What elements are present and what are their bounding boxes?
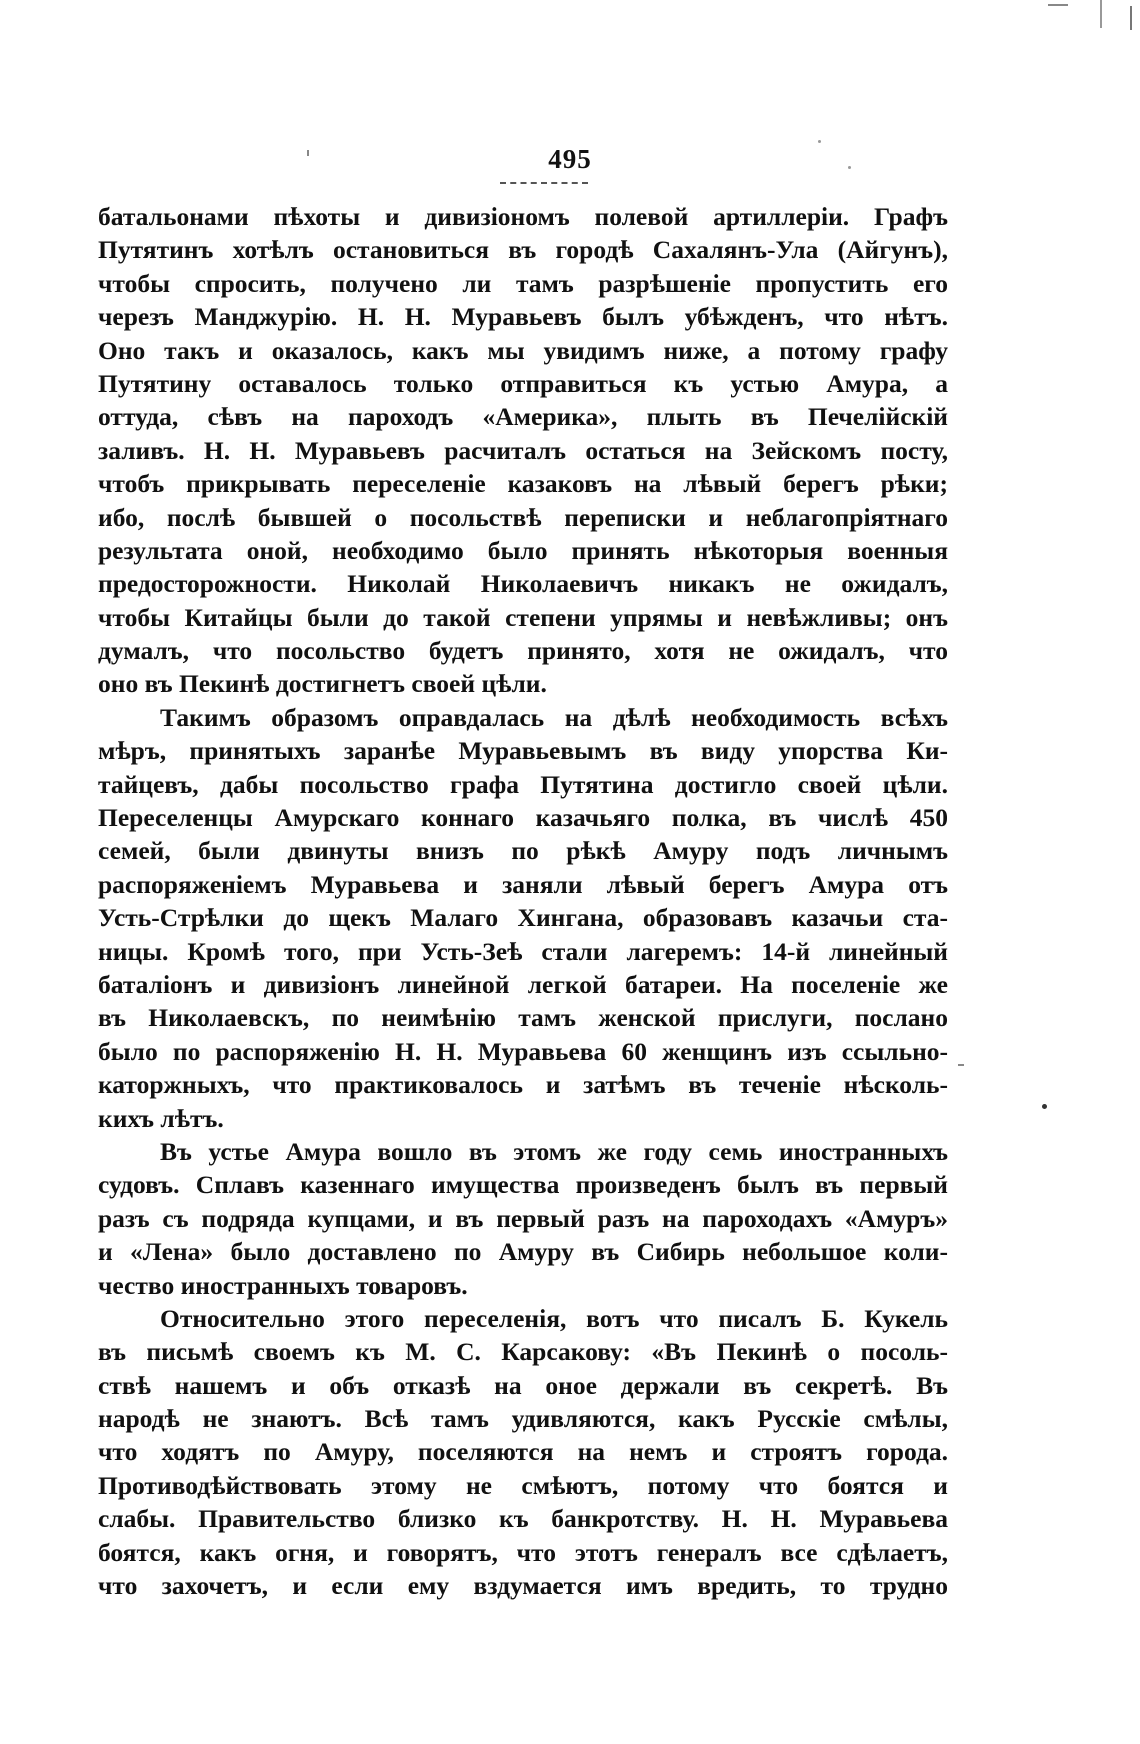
scan-artifact: [1130, 6, 1132, 30]
text-line: Путятину оставалось только отправиться къ устью Амура, а: [98, 368, 948, 398]
text-line: было по распоряженію Н. Н. Муравьева 60 женщинъ изъ ссыльно-: [98, 1036, 948, 1066]
text-line: ибо, послѣ бывшей о посольствѣ переписки и неблагопріятнаго: [98, 502, 948, 532]
text-line: заливъ. Н. Н. Муравьевъ расчиталъ остаться на Зейскомъ посту,: [98, 435, 948, 465]
text-line: ницы. Кромѣ того, при Усть-Зеѣ стали лагеремъ: 14-й линейный: [98, 936, 948, 966]
scan-artifact: [1100, 0, 1102, 28]
text-line: и «Лена» было доставлено по Амуру въ Сибирь небольшое коли-: [98, 1237, 948, 1267]
text-line: чество иностранныхъ товаровъ.: [98, 1270, 468, 1300]
page-number-rule: [500, 182, 588, 184]
text-line: думалъ, что посольство будетъ принято, хотя не ожидалъ, что: [98, 636, 948, 666]
text-line: чтобъ прикрывать переселеніе казаковъ на лѣвый берегъ рѣки;: [98, 469, 948, 499]
text-line: каторжныхъ, что практиковалось и затѣмъ въ теченіе нѣсколь-: [98, 1070, 948, 1100]
text-line: оттуда, сѣвъ на пароходъ «Америка», плыть въ Печелійскій: [98, 402, 948, 432]
text-line: предосторожности. Николай Николаевичъ никакъ не ожидалъ,: [98, 569, 948, 599]
text-line: тайцевъ, дабы посольство графа Путятина достигло своей цѣли.: [98, 769, 948, 799]
text-line: баталіонъ и дивизіонъ линейной легкой батареи. На поселеніе же: [98, 969, 948, 999]
text-line: кихъ лѣтъ.: [98, 1103, 224, 1133]
text-line: черезъ Манджурію. Н. Н. Муравьевъ былъ убѣжденъ, что нѣтъ.: [98, 302, 948, 332]
text-line: что ходятъ по Амуру, поселяются на немъ и строятъ города.: [98, 1437, 948, 1467]
text-line: Относительно этого переселенія, вотъ что писалъ Б. Кукель: [160, 1303, 948, 1333]
text-line: ствѣ нашемъ и объ отказѣ на оное держали въ секретѣ. Въ: [98, 1370, 948, 1400]
text-line: батальонами пѣхоты и дивизіономъ полевой артиллеріи. Графъ: [98, 202, 948, 231]
text-line: мѣръ, принятыхъ заранѣе Муравьевымъ въ виду упорства Ки-: [98, 736, 948, 766]
text-line: въ письмѣ своемъ къ М. С. Карсакову: «Въ Пекинѣ о посоль-: [98, 1337, 948, 1367]
scan-speck: [1042, 1104, 1047, 1109]
text-line: распоряженіемъ Муравьева и заняли лѣвый берегъ Амура отъ: [98, 869, 948, 899]
text-line: чтобы Китайцы были до такой степени упрямы и невѣжливы; онъ: [98, 602, 948, 632]
text-line: результата оной, необходимо было принять нѣкоторыя военныя: [98, 535, 948, 565]
body-text: [98, 200, 948, 1602]
text-line: семей, были двинуты внизъ по рѣкѣ Амуру подъ личнымъ: [98, 836, 948, 866]
text-line: Путятинъ хотѣлъ остановиться въ городѣ Сахалянъ-Ула (Айгунъ),: [98, 235, 948, 265]
text-line: Переселенцы Амурскаго коннаго казачьяго полка, въ числѣ 450: [98, 803, 948, 833]
text-line: Противодѣйствовать этому не смѣютъ, потому что боятся и: [98, 1470, 948, 1500]
text-line: Оно такъ и оказалось, какъ мы увидимъ ниже, а потому графу: [98, 335, 948, 365]
text-line: боятся, какъ огня, и говорятъ, что этотъ генералъ все сдѣлаетъ,: [98, 1537, 948, 1567]
text-line: слабы. Правительство близко къ банкротству. Н. Н. Муравьева: [98, 1504, 948, 1534]
scan-speck: [818, 140, 821, 143]
text-line: Усть-Стрѣлки до щекъ Малаго Хингана, образовавъ казачьи ста-: [98, 903, 948, 933]
scan-speck: [958, 1064, 964, 1066]
text-line: что захочетъ, и если ему вздумается имъ вредить, то трудно: [98, 1571, 948, 1601]
text-line: въ Николаевскъ, по неимѣнію тамъ женской прислуги, послано: [98, 1003, 948, 1033]
page-number: 495: [548, 144, 592, 174]
text-line: судовъ. Сплавъ казеннаго имущества произведенъ былъ въ первый: [98, 1170, 948, 1200]
text-line: Въ устье Амура вошло въ этомъ же году семь иностранныхъ: [160, 1136, 948, 1166]
scan-artifact: [1048, 4, 1068, 6]
text-line: разъ съ подряда купцами, и въ первый разъ на пароходахъ «Амуръ»: [98, 1203, 948, 1233]
text-line: народѣ не знаютъ. Всѣ тамъ удивляются, какъ Русскіе смѣлы,: [98, 1404, 948, 1434]
text-line: чтобы спросить, получено ли тамъ разрѣшеніе пропустить его: [98, 268, 948, 298]
text-line: оно въ Пекинѣ достигнетъ своей цѣли.: [98, 669, 547, 699]
text-line: Такимъ образомъ оправдалась на дѣлѣ необходимость всѣхъ: [160, 702, 948, 732]
